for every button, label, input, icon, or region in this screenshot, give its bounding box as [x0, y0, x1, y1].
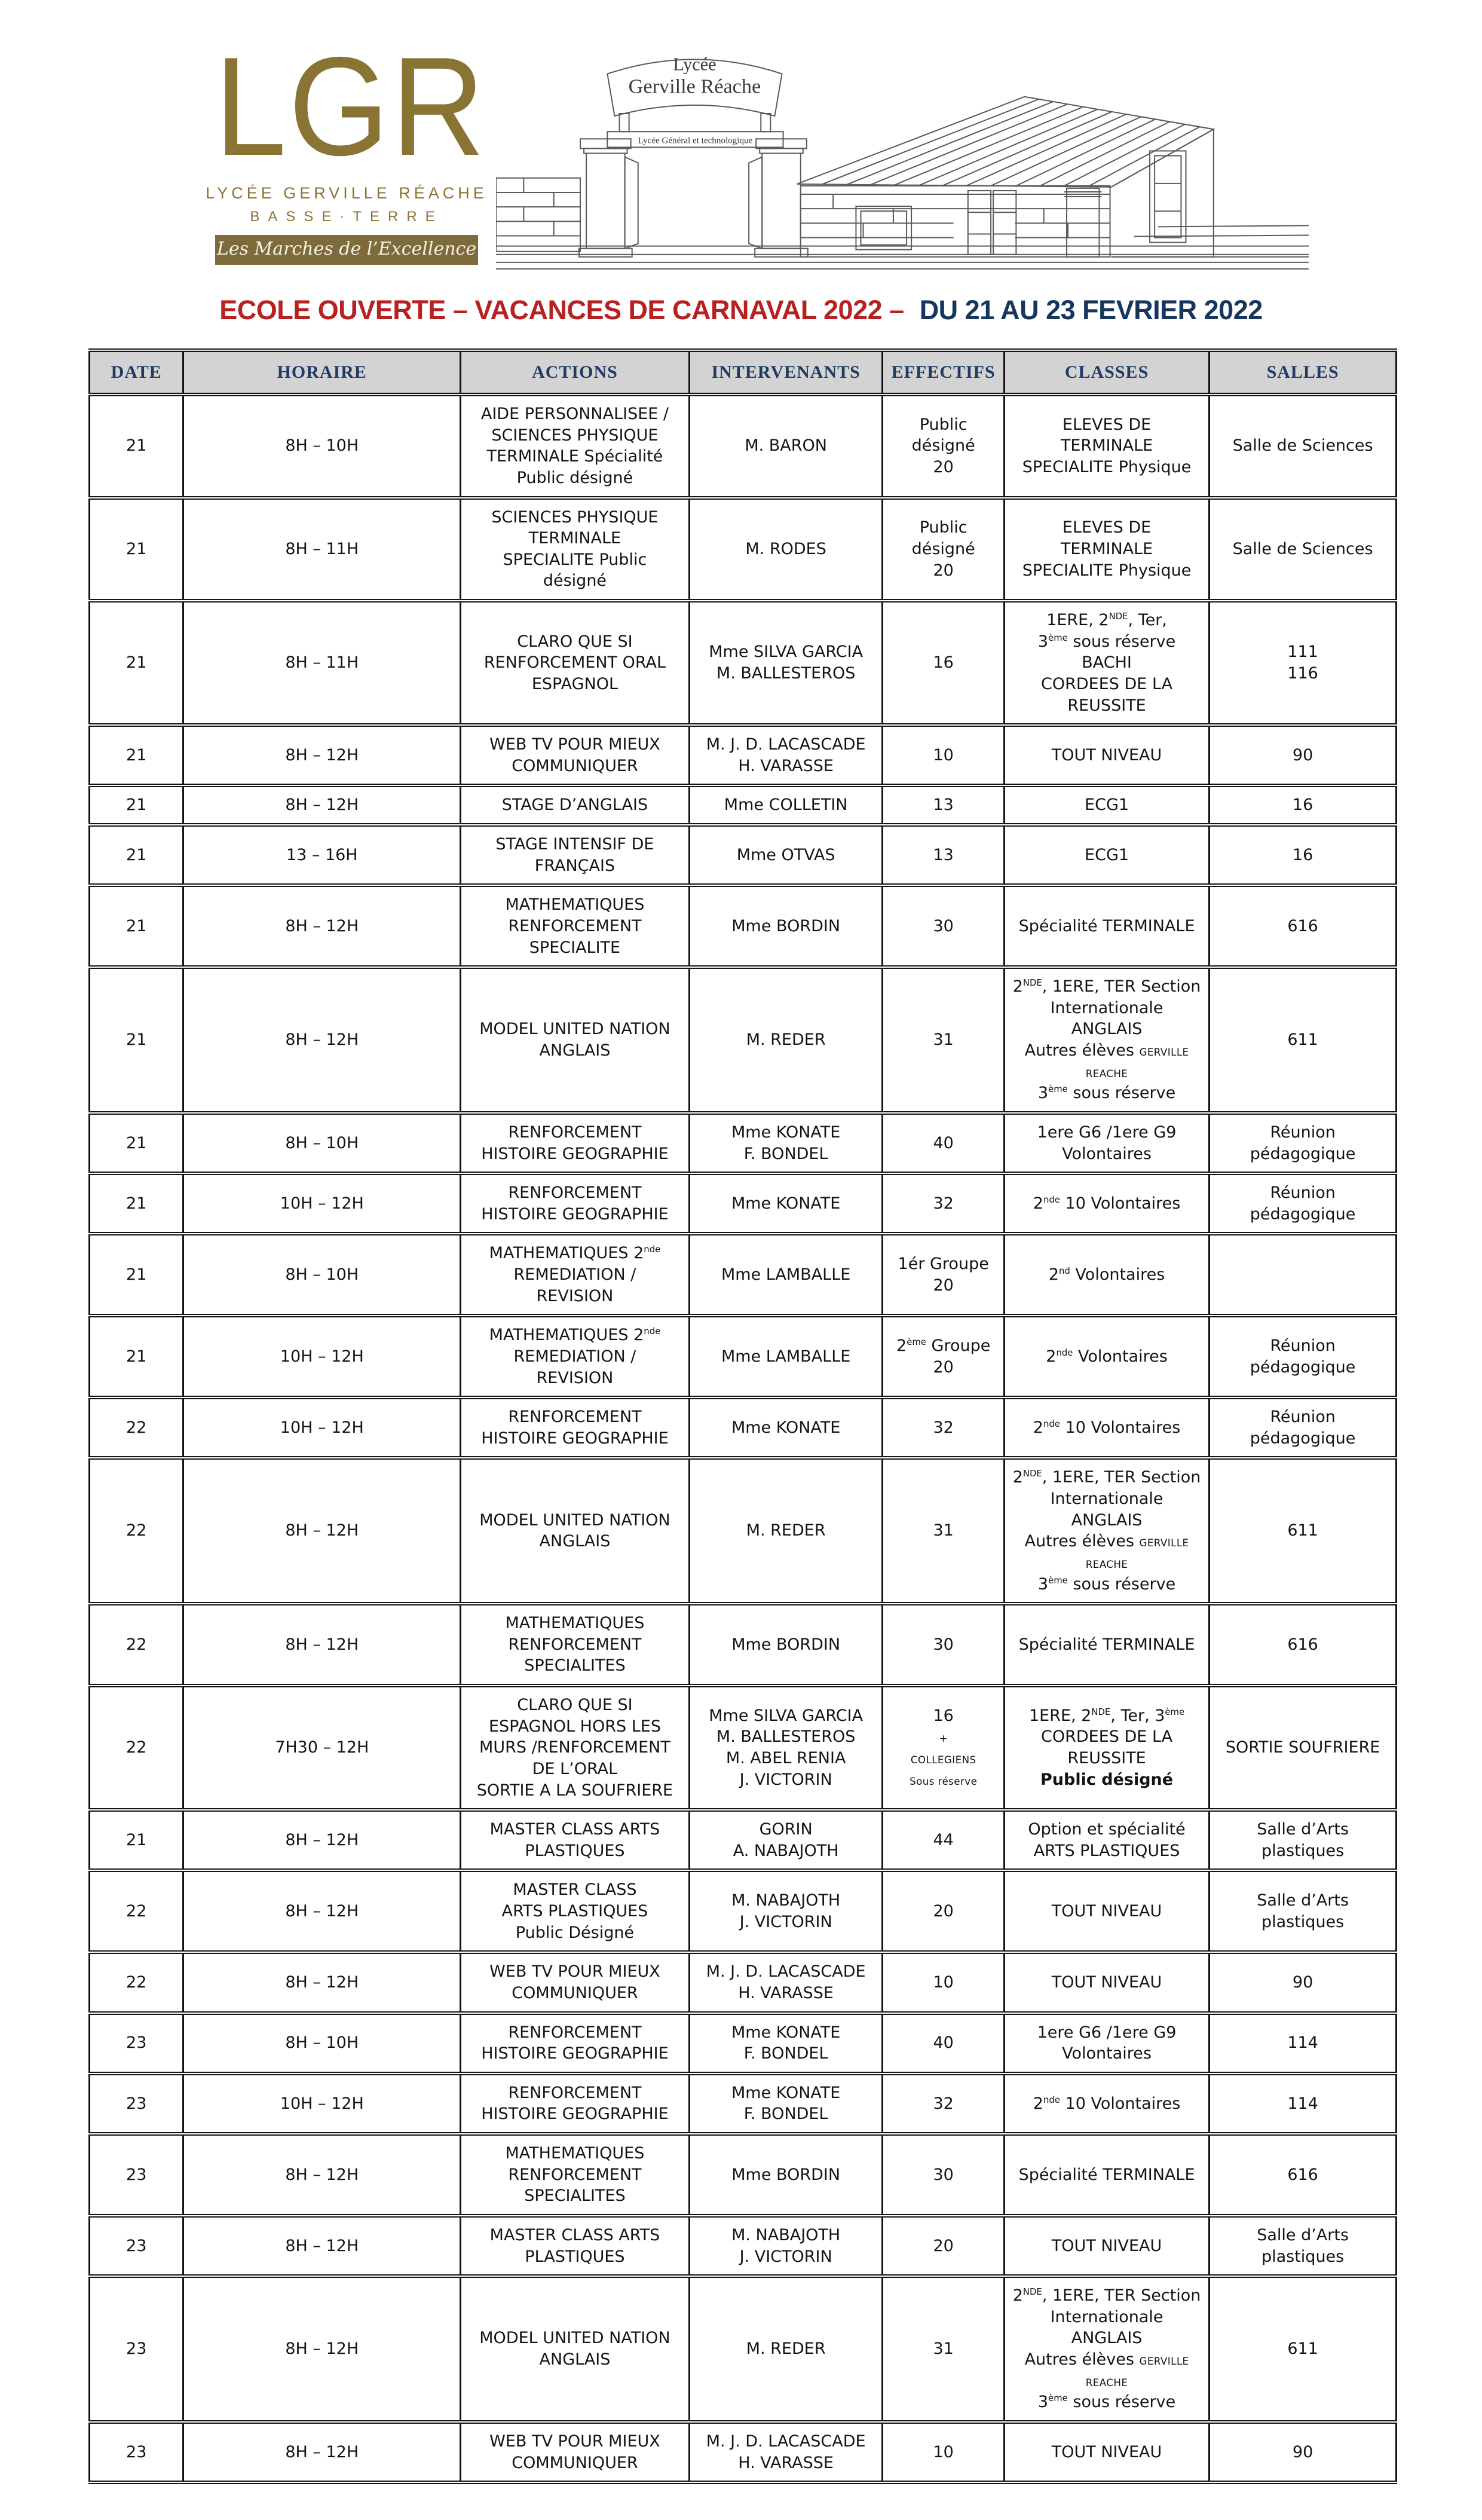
cell-actions: MODEL UNITED NATION ANGLAIS [461, 2276, 690, 2422]
cell-horaire: 8H – 10H [183, 1234, 461, 1316]
col-header-salles: SALLES [1210, 350, 1397, 394]
cell-actions: RENFORCEMENT HISTOIRE GEOGRAPHIE [461, 1397, 690, 1458]
cell-horaire: 8H – 10H [183, 394, 461, 498]
cell-date: 23 [90, 2276, 183, 2422]
cell-intervenants: Mme KONATE F. BONDEL [689, 2074, 883, 2134]
cell-date: 23 [90, 2013, 183, 2074]
cell-date: 21 [90, 1316, 183, 1397]
col-header-actions: ACTIONS [461, 350, 690, 394]
cell-date: 22 [90, 1952, 183, 2013]
cell-horaire: 8H – 12H [183, 967, 461, 1113]
cell-horaire: 8H – 12H [183, 2276, 461, 2422]
cell-classes: 2nde 10 Volontaires [1004, 1173, 1209, 1234]
cell-horaire: 8H – 12H [183, 2134, 461, 2216]
table-row [90, 1316, 1397, 1397]
table-row [90, 1458, 1397, 1604]
campus-drawing [496, 36, 1309, 272]
cell-effectifs: 16 + COLLEGIENS Sous réserve [883, 1686, 1004, 1810]
cell-salles: 616 [1210, 2134, 1397, 2216]
cell-horaire: 8H – 12H [183, 2216, 461, 2276]
cell-classes: Spécialité TERMINALE [1004, 1604, 1209, 1686]
table-row [90, 2074, 1397, 2134]
cell-classes: TOUT NIVEAU [1004, 1952, 1209, 2013]
cell-intervenants: M. REDER [689, 1458, 883, 1604]
table-row [90, 1952, 1397, 2013]
drawing-sign-line2: Gerville Réache [628, 75, 761, 98]
cell-intervenants: Mme COLLETIN [689, 785, 883, 825]
cell-actions: WEB TV POUR MIEUX COMMUNIQUER [461, 725, 690, 785]
cell-effectifs: 32 [883, 2074, 1004, 2134]
cell-horaire: 8H – 12H [183, 785, 461, 825]
cell-classes: 2NDE, 1ERE, TER Section Internationale ANGLAIS Autres élèves GERVILLE REACHE 3ème sous réserve [1004, 1458, 1209, 1604]
cell-effectifs: 20 [883, 2216, 1004, 2276]
cell-actions: MATHEMATIQUES RENFORCEMENT SPECIALITE [461, 885, 690, 967]
cell-intervenants: Mme LAMBALLE [689, 1234, 883, 1316]
cell-intervenants: Mme BORDIN [689, 885, 883, 967]
cell-date: 21 [90, 1113, 183, 1173]
cell-intervenants: M. J. D. LACASCADE H. VARASSE [689, 2422, 883, 2482]
cell-effectifs: 13 [883, 785, 1004, 825]
cell-salles: 611 [1210, 967, 1397, 1113]
cell-intervenants: M. REDER [689, 967, 883, 1113]
cell-intervenants: Mme LAMBALLE [689, 1316, 883, 1397]
cell-date: 23 [90, 2422, 183, 2482]
cell-intervenants: M. NABAJOTH J. VICTORIN [689, 2216, 883, 2276]
cell-actions: MASTER CLASS ARTS PLASTIQUES [461, 1810, 690, 1870]
cell-horaire: 8H – 10H [183, 1113, 461, 1173]
table-row [90, 967, 1397, 1113]
cell-date: 22 [90, 1870, 183, 1952]
cell-intervenants: GORIN A. NABAJOTH [689, 1810, 883, 1870]
cell-horaire: 8H – 12H [183, 1810, 461, 1870]
cell-classes: ECG1 [1004, 785, 1209, 825]
school-logo [203, 27, 490, 265]
cell-effectifs: 40 [883, 2013, 1004, 2074]
cell-date: 21 [90, 498, 183, 601]
cell-salles: 616 [1210, 885, 1397, 967]
cell-effectifs: Public désigné 20 [883, 498, 1004, 601]
table-row [90, 1234, 1397, 1316]
cell-effectifs: 31 [883, 1458, 1004, 1604]
col-header-classes: CLASSES [1004, 350, 1209, 394]
cell-date: 21 [90, 1234, 183, 1316]
cell-actions: CLARO QUE SI RENFORCEMENT ORAL ESPAGNOL [461, 601, 690, 725]
cell-effectifs: 30 [883, 2134, 1004, 2216]
cell-classes: 1ere G6 /1ere G9 Volontaires [1004, 1113, 1209, 1173]
cell-effectifs: 2ème Groupe 20 [883, 1316, 1004, 1397]
table-row [90, 1686, 1397, 1810]
page-header [0, 0, 1482, 284]
cell-salles: 90 [1210, 1952, 1397, 2013]
cell-intervenants: M. RODES [689, 498, 883, 601]
cell-salles: Salle d’Arts plastiques [1210, 2216, 1397, 2276]
cell-actions: MATHEMATIQUES RENFORCEMENT SPECIALITES [461, 2134, 690, 2216]
cell-date: 21 [90, 785, 183, 825]
cell-salles: SORTIE SOUFRIERE [1210, 1686, 1397, 1810]
cell-salles: 611 [1210, 2276, 1397, 2422]
table-row [90, 498, 1397, 601]
cell-salles: Réunion pédagogique [1210, 1316, 1397, 1397]
cell-salles: Salle de Sciences [1210, 394, 1397, 498]
cell-horaire: 8H – 12H [183, 1870, 461, 1952]
cell-intervenants: M. NABAJOTH J. VICTORIN [689, 1870, 883, 1952]
cell-horaire: 10H – 12H [183, 1316, 461, 1397]
cell-effectifs: 31 [883, 967, 1004, 1113]
table-row [90, 2422, 1397, 2482]
cell-salles: 111 116 [1210, 601, 1397, 725]
cell-classes: ELEVES DE TERMINALE SPECIALITE Physique [1004, 498, 1209, 601]
title-event: ECOLE OUVERTE – VACANCES DE CARNAVAL 2022 – [219, 295, 904, 325]
cell-salles: Réunion pédagogique [1210, 1397, 1397, 1458]
cell-intervenants: Mme OTVAS [689, 825, 883, 885]
cell-date: 21 [90, 725, 183, 785]
table-header-row [90, 350, 1397, 394]
cell-effectifs: 44 [883, 1810, 1004, 1870]
cell-effectifs: 10 [883, 725, 1004, 785]
schedule-table-body [90, 394, 1397, 2482]
cell-actions: RENFORCEMENT HISTOIRE GEOGRAPHIE [461, 2074, 690, 2134]
cell-actions: MODEL UNITED NATION ANGLAIS [461, 967, 690, 1113]
cell-salles: 16 [1210, 825, 1397, 885]
cell-classes: 2nde Volontaires [1004, 1316, 1209, 1397]
cell-date: 23 [90, 2134, 183, 2216]
cell-classes: TOUT NIVEAU [1004, 2422, 1209, 2482]
col-header-effectifs: EFFECTIFS [883, 350, 1004, 394]
cell-salles: Réunion pédagogique [1210, 1173, 1397, 1234]
cell-actions: AIDE PERSONNALISEE / SCIENCES PHYSIQUE TERMINALE Spécialité Public désigné [461, 394, 690, 498]
table-row [90, 1870, 1397, 1952]
cell-actions: CLARO QUE SI ESPAGNOL HORS LES MURS /RENFORCEMENT DE L’ORAL SORTIE A LA SOUFRIERE [461, 1686, 690, 1810]
cell-horaire: 10H – 12H [183, 2074, 461, 2134]
cell-horaire: 8H – 12H [183, 885, 461, 967]
cell-horaire: 8H – 10H [183, 2013, 461, 2074]
cell-date: 21 [90, 601, 183, 725]
cell-date: 21 [90, 394, 183, 498]
cell-intervenants: Mme BORDIN [689, 2134, 883, 2216]
cell-salles: 616 [1210, 1604, 1397, 1686]
cell-actions: RENFORCEMENT HISTOIRE GEOGRAPHIE [461, 1173, 690, 1234]
table-row [90, 1397, 1397, 1458]
cell-actions: MASTER CLASS ARTS PLASTIQUES [461, 2216, 690, 2276]
logo-school-name: LYCÉE GERVILLE RÉACHE [206, 184, 488, 202]
cell-date: 21 [90, 825, 183, 885]
cell-horaire: 8H – 12H [183, 2422, 461, 2482]
cell-salles: 114 [1210, 2074, 1397, 2134]
cell-classes: Spécialité TERMINALE [1004, 2134, 1209, 2216]
cell-actions: MODEL UNITED NATION ANGLAIS [461, 1458, 690, 1604]
cell-effectifs: 31 [883, 2276, 1004, 2422]
table-row [90, 825, 1397, 885]
cell-effectifs: 13 [883, 825, 1004, 885]
cell-actions: WEB TV POUR MIEUX COMMUNIQUER [461, 1952, 690, 2013]
cell-horaire: 8H – 11H [183, 498, 461, 601]
table-row [90, 2013, 1397, 2074]
cell-classes: 2nde 10 Volontaires [1004, 2074, 1209, 2134]
logo-tagline: Les Marches de l’Excellence [215, 235, 478, 265]
cell-intervenants: M. J. D. LACASCADE H. VARASSE [689, 725, 883, 785]
cell-classes: 1ERE, 2NDE, Ter, 3ème sous réserve BACHI CORDEES DE LA REUSSITE [1004, 601, 1209, 725]
cell-classes: ECG1 [1004, 825, 1209, 885]
cell-effectifs: 30 [883, 1604, 1004, 1686]
cell-effectifs: 10 [883, 2422, 1004, 2482]
cell-horaire: 8H – 12H [183, 1458, 461, 1604]
cell-effectifs: 16 [883, 601, 1004, 725]
campus-drawing-svg [496, 36, 1309, 272]
schedule-table [88, 348, 1397, 2484]
cell-intervenants: Mme KONATE F. BONDEL [689, 1113, 883, 1173]
cell-date: 23 [90, 2074, 183, 2134]
cell-horaire: 10H – 12H [183, 1397, 461, 1458]
cell-actions: WEB TV POUR MIEUX COMMUNIQUER [461, 2422, 690, 2482]
table-row [90, 785, 1397, 825]
cell-effectifs: 32 [883, 1397, 1004, 1458]
drawing-sign-line1: Lycée [673, 54, 716, 75]
cell-intervenants: Mme SILVA GARCIA M. BALLESTEROS [689, 601, 883, 725]
col-header-horaire: HORAIRE [183, 350, 461, 394]
table-row [90, 394, 1397, 498]
cell-salles: 114 [1210, 2013, 1397, 2074]
cell-classes: Spécialité TERMINALE [1004, 885, 1209, 967]
cell-salles: Salle d’Arts plastiques [1210, 1810, 1397, 1870]
cell-intervenants: M. BARON [689, 394, 883, 498]
cell-effectifs: Public désigné 20 [883, 394, 1004, 498]
cell-effectifs: 1ér Groupe 20 [883, 1234, 1004, 1316]
cell-salles: 90 [1210, 2422, 1397, 2482]
cell-classes: 2NDE, 1ERE, TER Section Internationale ANGLAIS Autres élèves GERVILLE REACHE 3ème sous réserve [1004, 967, 1209, 1113]
cell-date: 21 [90, 885, 183, 967]
cell-effectifs: 40 [883, 1113, 1004, 1173]
table-row [90, 1810, 1397, 1870]
cell-date: 22 [90, 1604, 183, 1686]
table-row [90, 1604, 1397, 1686]
table-row [90, 2276, 1397, 2422]
cell-actions: SCIENCES PHYSIQUE TERMINALE SPECIALITE Public désigné [461, 498, 690, 601]
cell-date: 21 [90, 1810, 183, 1870]
cell-actions: MATHEMATIQUES 2nde REMEDIATION / REVISION [461, 1234, 690, 1316]
logo-acronym: LGR [215, 27, 487, 185]
cell-intervenants: Mme KONATE F. BONDEL [689, 2013, 883, 2074]
cell-classes: 2nd Volontaires [1004, 1234, 1209, 1316]
cell-horaire: 7H30 – 12H [183, 1686, 461, 1810]
cell-effectifs: 30 [883, 885, 1004, 967]
cell-horaire: 8H – 11H [183, 601, 461, 725]
cell-classes: 2NDE, 1ERE, TER Section Internationale ANGLAIS Autres élèves GERVILLE REACHE 3ème sous réserve [1004, 2276, 1209, 2422]
cell-salles: 90 [1210, 725, 1397, 785]
cell-actions: STAGE INTENSIF DE FRANÇAIS [461, 825, 690, 885]
cell-salles: 611 [1210, 1458, 1397, 1604]
document-title [0, 295, 1482, 326]
cell-classes: Option et spécialité ARTS PLASTIQUES [1004, 1810, 1209, 1870]
table-row [90, 885, 1397, 967]
cell-intervenants: M. J. D. LACASCADE H. VARASSE [689, 1952, 883, 2013]
table-row [90, 2134, 1397, 2216]
cell-intervenants: Mme BORDIN [689, 1604, 883, 1686]
cell-effectifs: 10 [883, 1952, 1004, 2013]
cell-intervenants: Mme KONATE [689, 1397, 883, 1458]
cell-date: 23 [90, 2216, 183, 2276]
cell-actions: MATHEMATIQUES RENFORCEMENT SPECIALITES [461, 1604, 690, 1686]
cell-horaire: 13 – 16H [183, 825, 461, 885]
cell-actions: MATHEMATIQUES 2nde REMEDIATION / REVISION [461, 1316, 690, 1397]
table-row [90, 725, 1397, 785]
cell-effectifs: 20 [883, 1870, 1004, 1952]
cell-actions: MASTER CLASS ARTS PLASTIQUES Public Désigné [461, 1870, 690, 1952]
cell-classes: 2nde 10 Volontaires [1004, 1397, 1209, 1458]
cell-classes: 1ERE, 2NDE, Ter, 3ème CORDEES DE LA REUSSITE Public désigné [1004, 1686, 1209, 1810]
cell-classes: TOUT NIVEAU [1004, 2216, 1209, 2276]
cell-date: 21 [90, 1173, 183, 1234]
cell-effectifs: 32 [883, 1173, 1004, 1234]
cell-classes: TOUT NIVEAU [1004, 1870, 1209, 1952]
cell-actions: STAGE D’ANGLAIS [461, 785, 690, 825]
title-dates: DU 21 AU 23 FEVRIER 2022 [919, 295, 1263, 325]
table-row [90, 1173, 1397, 1234]
drawing-banner-text: Lycée Général et technologique [638, 136, 753, 146]
cell-horaire: 8H – 12H [183, 1604, 461, 1686]
cell-actions: RENFORCEMENT HISTOIRE GEOGRAPHIE [461, 2013, 690, 2074]
cell-classes: TOUT NIVEAU [1004, 725, 1209, 785]
col-header-intervenants: INTERVENANTS [689, 350, 883, 394]
cell-salles [1210, 1234, 1397, 1316]
cell-salles: Salle d’Arts plastiques [1210, 1870, 1397, 1952]
cell-intervenants: Mme KONATE [689, 1173, 883, 1234]
col-header-date: DATE [90, 350, 183, 394]
cell-actions: RENFORCEMENT HISTOIRE GEOGRAPHIE [461, 1113, 690, 1173]
cell-date: 21 [90, 967, 183, 1113]
cell-horaire: 8H – 12H [183, 1952, 461, 2013]
table-row [90, 1113, 1397, 1173]
table-row [90, 2216, 1397, 2276]
cell-salles: Salle de Sciences [1210, 498, 1397, 601]
cell-date: 22 [90, 1686, 183, 1810]
cell-horaire: 8H – 12H [183, 725, 461, 785]
cell-date: 22 [90, 1458, 183, 1604]
cell-salles: 16 [1210, 785, 1397, 825]
table-row [90, 601, 1397, 725]
cell-classes: ELEVES DE TERMINALE SPECIALITE Physique [1004, 394, 1209, 498]
cell-salles: Réunion pédagogique [1210, 1113, 1397, 1173]
cell-horaire: 10H – 12H [183, 1173, 461, 1234]
logo-city: BASSE·TERRE [250, 208, 443, 225]
cell-intervenants: Mme SILVA GARCIA M. BALLESTEROS M. ABEL RENIA J. VICTORIN [689, 1686, 883, 1810]
cell-intervenants: M. REDER [689, 2276, 883, 2422]
cell-classes: 1ere G6 /1ere G9 Volontaires [1004, 2013, 1209, 2074]
cell-date: 22 [90, 1397, 183, 1458]
